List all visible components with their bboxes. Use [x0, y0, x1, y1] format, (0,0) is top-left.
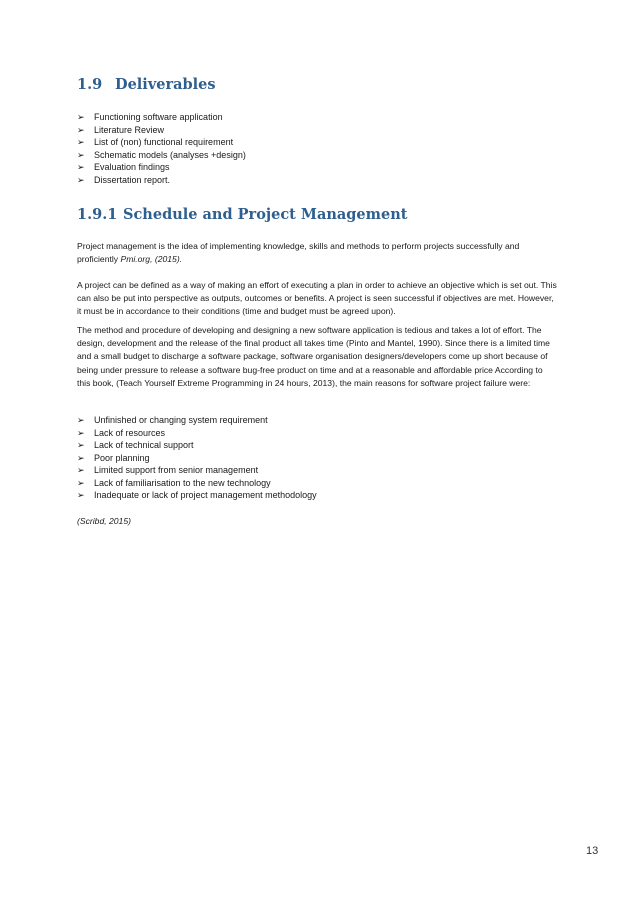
list-item: ➢ Dissertation report. — [77, 174, 171, 185]
arrow-bullet-icon: ➢ — [77, 149, 85, 160]
page-number: 13 — [586, 845, 599, 857]
inline-citation: Pmi.org, (2015). — [120, 254, 183, 265]
failure-reasons-list — [77, 414, 317, 502]
list-item: ➢ Lack of familiarisation to the new technology — [77, 477, 271, 488]
subsection-heading-schedule — [77, 206, 407, 223]
arrow-bullet-icon: ➢ — [77, 452, 85, 463]
paragraph-project-management: Project management is the idea of implementing knowledge, skills and methods to perform projects successfully and proficiently Pmi.org, (2015). — [77, 241, 520, 265]
arrow-bullet-icon: ➢ — [77, 162, 85, 172]
section-title: Deliverables — [115, 76, 216, 93]
arrow-bullet-icon: ➢ — [77, 415, 85, 425]
arrow-bullet-icon: ➢ — [77, 465, 85, 475]
list-item: ➢ Limited support from senior management — [77, 465, 259, 475]
list-item: ➢ Poor planning — [77, 452, 150, 463]
subsection-number: 1.9.1 — [77, 206, 118, 223]
list-item: ➢ Schematic models (analyses +design) — [77, 149, 246, 160]
section-heading-deliverables — [77, 76, 216, 93]
list-item: ➢ Lack of technical support — [77, 440, 194, 450]
arrow-bullet-icon: ➢ — [77, 124, 85, 135]
deliverables-list — [77, 111, 246, 186]
list-item: ➢ List of (non) functional requirement — [77, 137, 234, 147]
arrow-bullet-icon: ➢ — [77, 490, 85, 500]
paragraph-project-definition: A project can be defined as a way of making an effort of executing a plan in order to achieve an objective which is set out. This can also be put into perspective as outputs, outcomes or benefits. A project is seen successful if objectives are met. However, it must be in accordance to their conditions (time and budget must be agreed upon). — [77, 280, 557, 317]
list-item: ➢ Literature Review — [77, 124, 165, 135]
arrow-bullet-icon: ➢ — [77, 112, 85, 122]
closing-citation: (Scribd, 2015) — [77, 516, 131, 526]
arrow-bullet-icon: ➢ — [77, 137, 85, 147]
list-item: ➢ Lack of resources — [77, 427, 166, 438]
list-item: ➢ Evaluation findings — [77, 162, 170, 172]
section-number: 1.9 — [77, 76, 103, 93]
arrow-bullet-icon: ➢ — [77, 174, 85, 185]
list-item: ➢ Functioning software application — [77, 112, 223, 122]
list-item: ➢ Unfinished or changing system requirement — [77, 415, 268, 425]
paragraph-method: The method and procedure of developing and designing a new software application is tedious and takes a lot of effort. The design, development and the release of the final product all takes time (Pinto and Mantel, 1990). Since there is a limited time and a small budget to discharge a software package, software organisation designers/developers come up short because of being under pressure to release a software bug-free product on time and at a reasonable and affordable price According to this book, (Teach Yourself Extreme Programming in 24 hours, 2013), the main reasons for software project failure were: — [77, 325, 550, 388]
arrow-bullet-icon: ➢ — [77, 477, 85, 488]
subsection-title: Schedule and Project Management — [123, 206, 408, 223]
list-item: ➢ Inadequate or lack of project management methodology — [77, 490, 317, 500]
arrow-bullet-icon: ➢ — [77, 427, 85, 438]
arrow-bullet-icon: ➢ — [77, 440, 85, 450]
